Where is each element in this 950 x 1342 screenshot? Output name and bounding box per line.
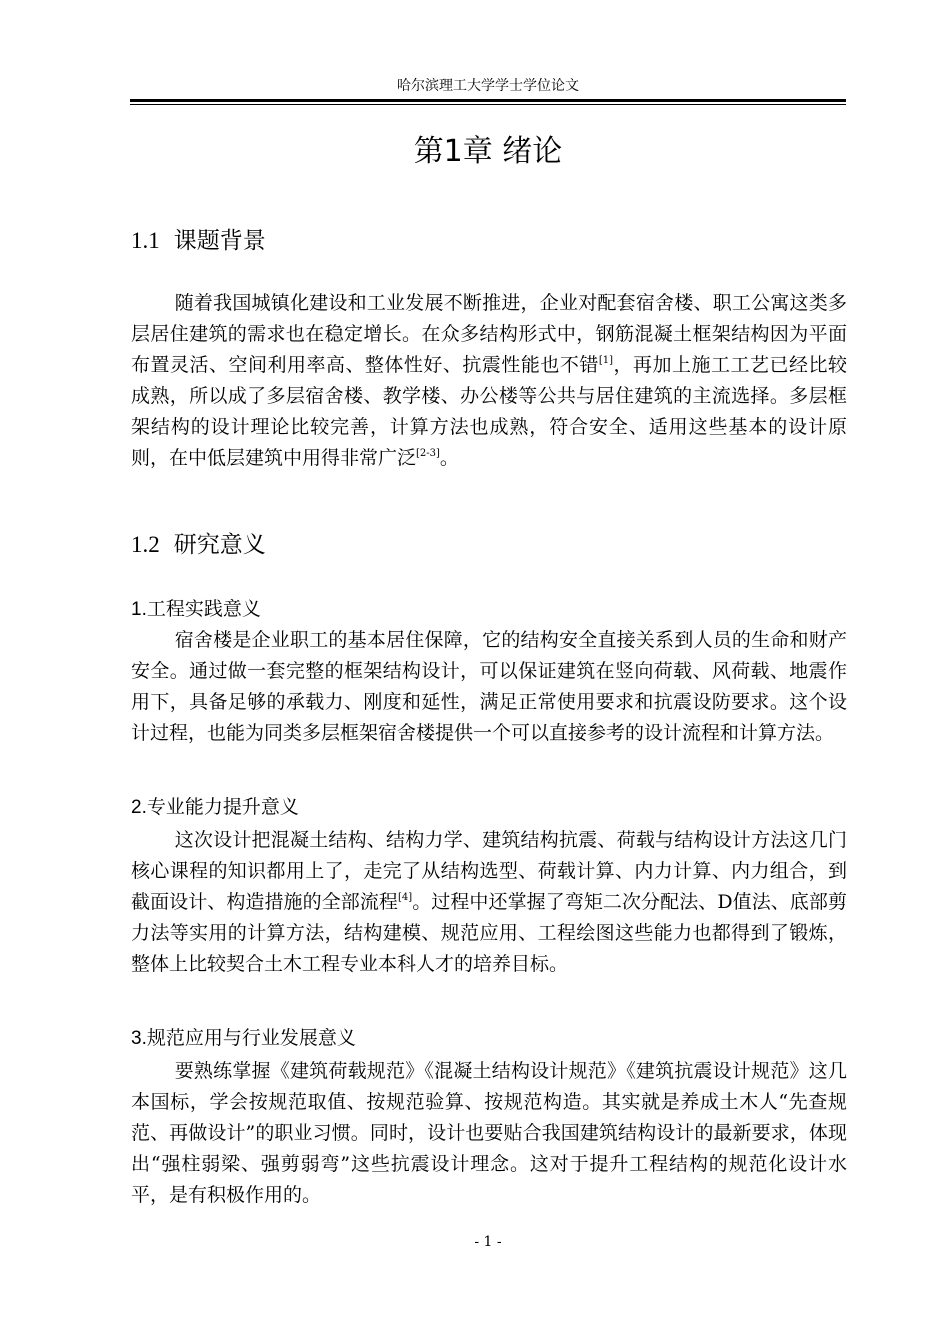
text-run: 宿舍楼是企业职工的基本居住保障，它的结构安全直接关系到人员的生命和财产安全。通过做一套完整的框架结构设计，可以保证建筑在竖向荷载、风荷载、地震作用下，具备足够的承载力、刚度和延性，满足正常使用要求和抗震设防要求。这个设计过程，也能为同类多层框架宿舍楼提供一个可以直接参考的设计流程和计算方法。	[131, 629, 847, 744]
item-number: 1.	[131, 599, 147, 620]
text-run: ，再加上施工工艺已经比较成熟，所以成了多层宿舍楼、教学楼、办公楼等公共与居住建筑的主流选择。多层框架结构的设计理论比较完善，计算方法也成熟，符合安全、适用这些基本的设计原则，在中低层建筑中用得非常广泛	[131, 354, 847, 469]
item-number: 3.	[131, 1028, 147, 1049]
page-number: - 1 -	[474, 1234, 502, 1250]
citation: [1]	[598, 355, 614, 366]
subheading-professional-ability	[131, 792, 299, 823]
section-title: 课题背景	[173, 228, 266, 254]
header-rule-thin	[130, 104, 846, 105]
paragraph-engineering-practice	[131, 625, 847, 749]
section-number: 1.1	[131, 228, 160, 253]
text-run: 这次设计把混凝土结构、结构力学、建筑结构抗震、荷载与结构设计方法这几门核心课程的知识都用上了，走完了从结构选型、荷载计算、内力计算、内力组合，到截面设计、构造措施的全部流程	[131, 829, 847, 913]
item-heading: 工程实践意义	[146, 598, 261, 620]
citation: [2-3]	[416, 448, 440, 459]
section-heading-1-2	[131, 529, 266, 561]
text-run: 。过程中还掌握了弯矩二次分配法、D值法、底部剪力法等实用的计算方法，结构建模、规范应用、工程绘图这些能力也都得到了锻炼，整体上比较契合土木工程专业本科人才的培养目标。	[131, 891, 847, 975]
text-run: 。	[439, 447, 459, 469]
text-run: 要熟练掌握《建筑荷载规范》《混凝土结构设计规范》《建筑抗震设计规范》这几本国标，学会按规范取值、按规范验算、按规范构造。其实就是养成土木人“先查规范、再做设计”的职业习惯。同时，设计也要贴合我国建筑结构设计的最新要求，体现出“强柱弱梁、强剪弱弯”这些抗震设计理念。这对于提升工程结构的规范化设计水平，是有积极作用的。	[131, 1060, 847, 1206]
running-header: 哈尔滨理工大学学士学位论文	[397, 78, 579, 94]
section-heading-1-1	[131, 225, 266, 257]
text-run: 随着我国城镇化建设和工业发展不断推进，企业对配套宿舍楼、职工公寓这类多层居住建筑的需求也在稳定增长。在众多结构形式中，钢筋混凝土框架结构因为平面布置灵活、空间利用率高、整体性好、抗震性能也不错	[131, 292, 847, 376]
paragraph-background	[131, 288, 847, 474]
item-heading: 专业能力提升意义	[146, 796, 299, 818]
section-number: 1.2	[131, 532, 160, 557]
subheading-engineering-practice	[131, 594, 261, 625]
citation: [4]	[397, 892, 413, 903]
paragraph-standards-application	[131, 1056, 847, 1211]
header-rule-thick	[130, 99, 846, 102]
section-title: 研究意义	[173, 532, 266, 558]
item-heading: 规范应用与行业发展意义	[146, 1027, 356, 1049]
item-number: 2.	[131, 797, 147, 818]
chapter-title: 第1章 绪论	[413, 134, 563, 169]
subheading-standards-application	[131, 1023, 356, 1054]
paragraph-professional-ability	[131, 825, 847, 980]
